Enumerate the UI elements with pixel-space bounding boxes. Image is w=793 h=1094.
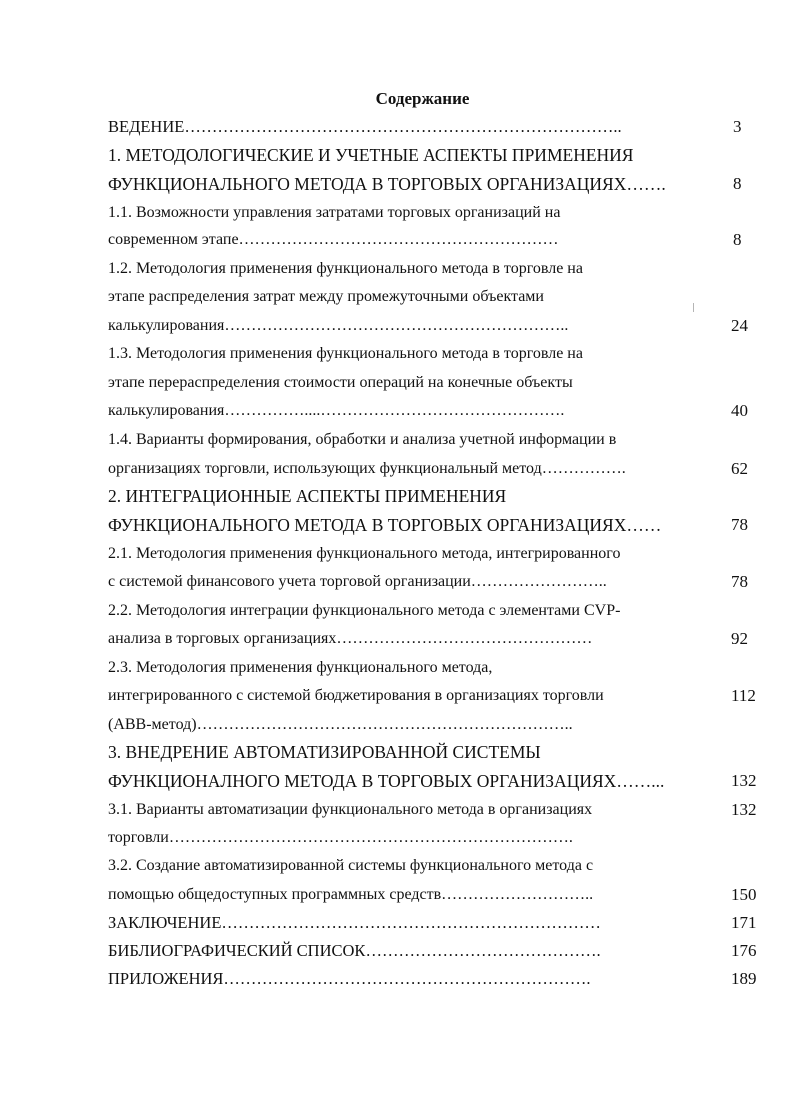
toc-entry-section-1-3[interactable]: 1.3. Методология применения функционального метода в торговле на bbox=[108, 345, 583, 362]
toc-entry-chapter-2[interactable]: 2. ИНТЕГРАЦИОННЫЕ АСПЕКТЫ ПРИМЕНЕНИЯ bbox=[108, 486, 507, 506]
page-title: Содержание bbox=[375, 89, 470, 108]
toc-entry-appendices[interactable]: ПРИЛОЖЕНИЯ…………………………………………………………. bbox=[108, 969, 591, 988]
toc-entry-section-1-4[interactable]: 1.4. Варианты формирования, обработки и анализа учетной информации в bbox=[108, 431, 617, 448]
page-number: 8 bbox=[733, 230, 742, 249]
toc-entry-section-2-3-cont[interactable]: (ABB-метод)…………………………………………………………….. bbox=[108, 716, 573, 733]
page-number: 150 bbox=[731, 885, 757, 904]
page-number: 132 bbox=[731, 800, 757, 819]
page-number: 189 bbox=[731, 969, 757, 988]
toc-entry-section-2-3-cont[interactable]: интегрированного с системой бюджетирования в организациях торговли bbox=[108, 687, 604, 704]
toc-entry-section-1-3-cont[interactable]: этапе перераспределения стоимости операций на конечные объекты bbox=[108, 374, 573, 391]
toc-entry-section-1-4-cont[interactable]: организациях торговли, использующих функциональный метод……………. bbox=[108, 460, 626, 477]
toc-entry-section-3-1[interactable]: 3.1. Варианты автоматизации функционального метода в организациях bbox=[108, 801, 593, 818]
page-number: 40 bbox=[731, 401, 748, 420]
toc-entry-section-1-3-cont[interactable]: калькулирования……………....………………………………………. bbox=[108, 402, 565, 419]
toc-entry-section-2-1-cont[interactable]: с системой финансового учета торговой организации…………………….. bbox=[108, 573, 607, 590]
toc-entry-section-1-1[interactable]: 1.1. Возможности управления затратами торговых организаций на bbox=[108, 204, 561, 221]
toc-entry-section-3-2[interactable]: 3.2. Создание автоматизированной системы функционального метода с bbox=[108, 857, 594, 874]
toc-entry-section-1-2[interactable]: 1.2. Методология применения функционального метода в торговле на bbox=[108, 260, 583, 277]
page-number: 78 bbox=[731, 572, 748, 591]
page-number: 132 bbox=[731, 771, 757, 790]
toc-entry-bibliography[interactable]: БИБЛИОГРАФИЧЕСКИЙ СПИСОК……………………………………. bbox=[108, 941, 601, 960]
page-number: 78 bbox=[731, 515, 748, 534]
toc-entry-section-2-2-cont[interactable]: анализа в торговых организациях………………………………………… bbox=[108, 630, 593, 647]
toc-entry-conclusion[interactable]: ЗАКЛЮЧЕНИЕ…………………………………………………………… bbox=[108, 913, 601, 932]
page-number: 176 bbox=[731, 941, 757, 960]
toc-entry-section-3-2-cont[interactable]: помощью общедоступных программных средств……………………….. bbox=[108, 886, 594, 903]
toc-entry-section-1-2-cont[interactable]: калькулирования……………………………………………………….. bbox=[108, 317, 569, 334]
toc-entry-section-1-1-cont[interactable]: современном этапе…………………………………………………… bbox=[108, 231, 559, 248]
toc-entry-introduction[interactable]: ВЕДЕНИЕ…………………………………………………………………….. bbox=[108, 117, 622, 136]
page-number: 24 bbox=[731, 316, 748, 335]
toc-entry-section-2-1[interactable]: 2.1. Методология применения функционального метода, интегрированного bbox=[108, 545, 621, 562]
toc-entry-chapter-1[interactable]: 1. МЕТОДОЛОГИЧЕСКИЕ И УЧЕТНЫЕ АСПЕКТЫ ПРИМЕНЕНИЯ bbox=[108, 145, 634, 165]
page-number: 8 bbox=[733, 174, 742, 193]
scan-artifact bbox=[693, 303, 694, 312]
page-number: 112 bbox=[731, 686, 756, 705]
page-number: 92 bbox=[731, 629, 748, 648]
toc-entry-section-2-2[interactable]: 2.2. Методология интеграции функционального метода с элементами CVP- bbox=[108, 602, 621, 619]
page-number: 3 bbox=[733, 117, 742, 136]
toc-entry-chapter-2-cont[interactable]: ФУНКЦИОНАЛЬНОГО МЕТОДА В ТОРГОВЫХ ОРГАНИЗАЦИЯХ…… bbox=[108, 515, 662, 535]
toc-entry-section-3-1-cont[interactable]: торговли…………………………………………………………………. bbox=[108, 829, 573, 846]
toc-entry-chapter-3-cont[interactable]: ФУНКЦИОНАЛНОГО МЕТОДА В ТОРГОВЫХ ОРГАНИЗАЦИЯХ……... bbox=[108, 771, 665, 791]
toc-entry-section-2-3[interactable]: 2.3. Методология применения функционального метода, bbox=[108, 659, 493, 676]
toc-entry-chapter-3[interactable]: 3. ВНЕДРЕНИЕ АВТОМАТИЗИРОВАННОЙ СИСТЕМЫ bbox=[108, 742, 541, 762]
page-number: 171 bbox=[731, 913, 757, 932]
toc-entry-chapter-1-cont[interactable]: ФУНКЦИОНАЛЬНОГО МЕТОДА В ТОРГОВЫХ ОРГАНИЗАЦИЯХ……. bbox=[108, 174, 666, 194]
toc-entry-section-1-2-cont[interactable]: этапе распределения затрат между промежуточными объектами bbox=[108, 288, 544, 305]
page-number: 62 bbox=[731, 459, 748, 478]
